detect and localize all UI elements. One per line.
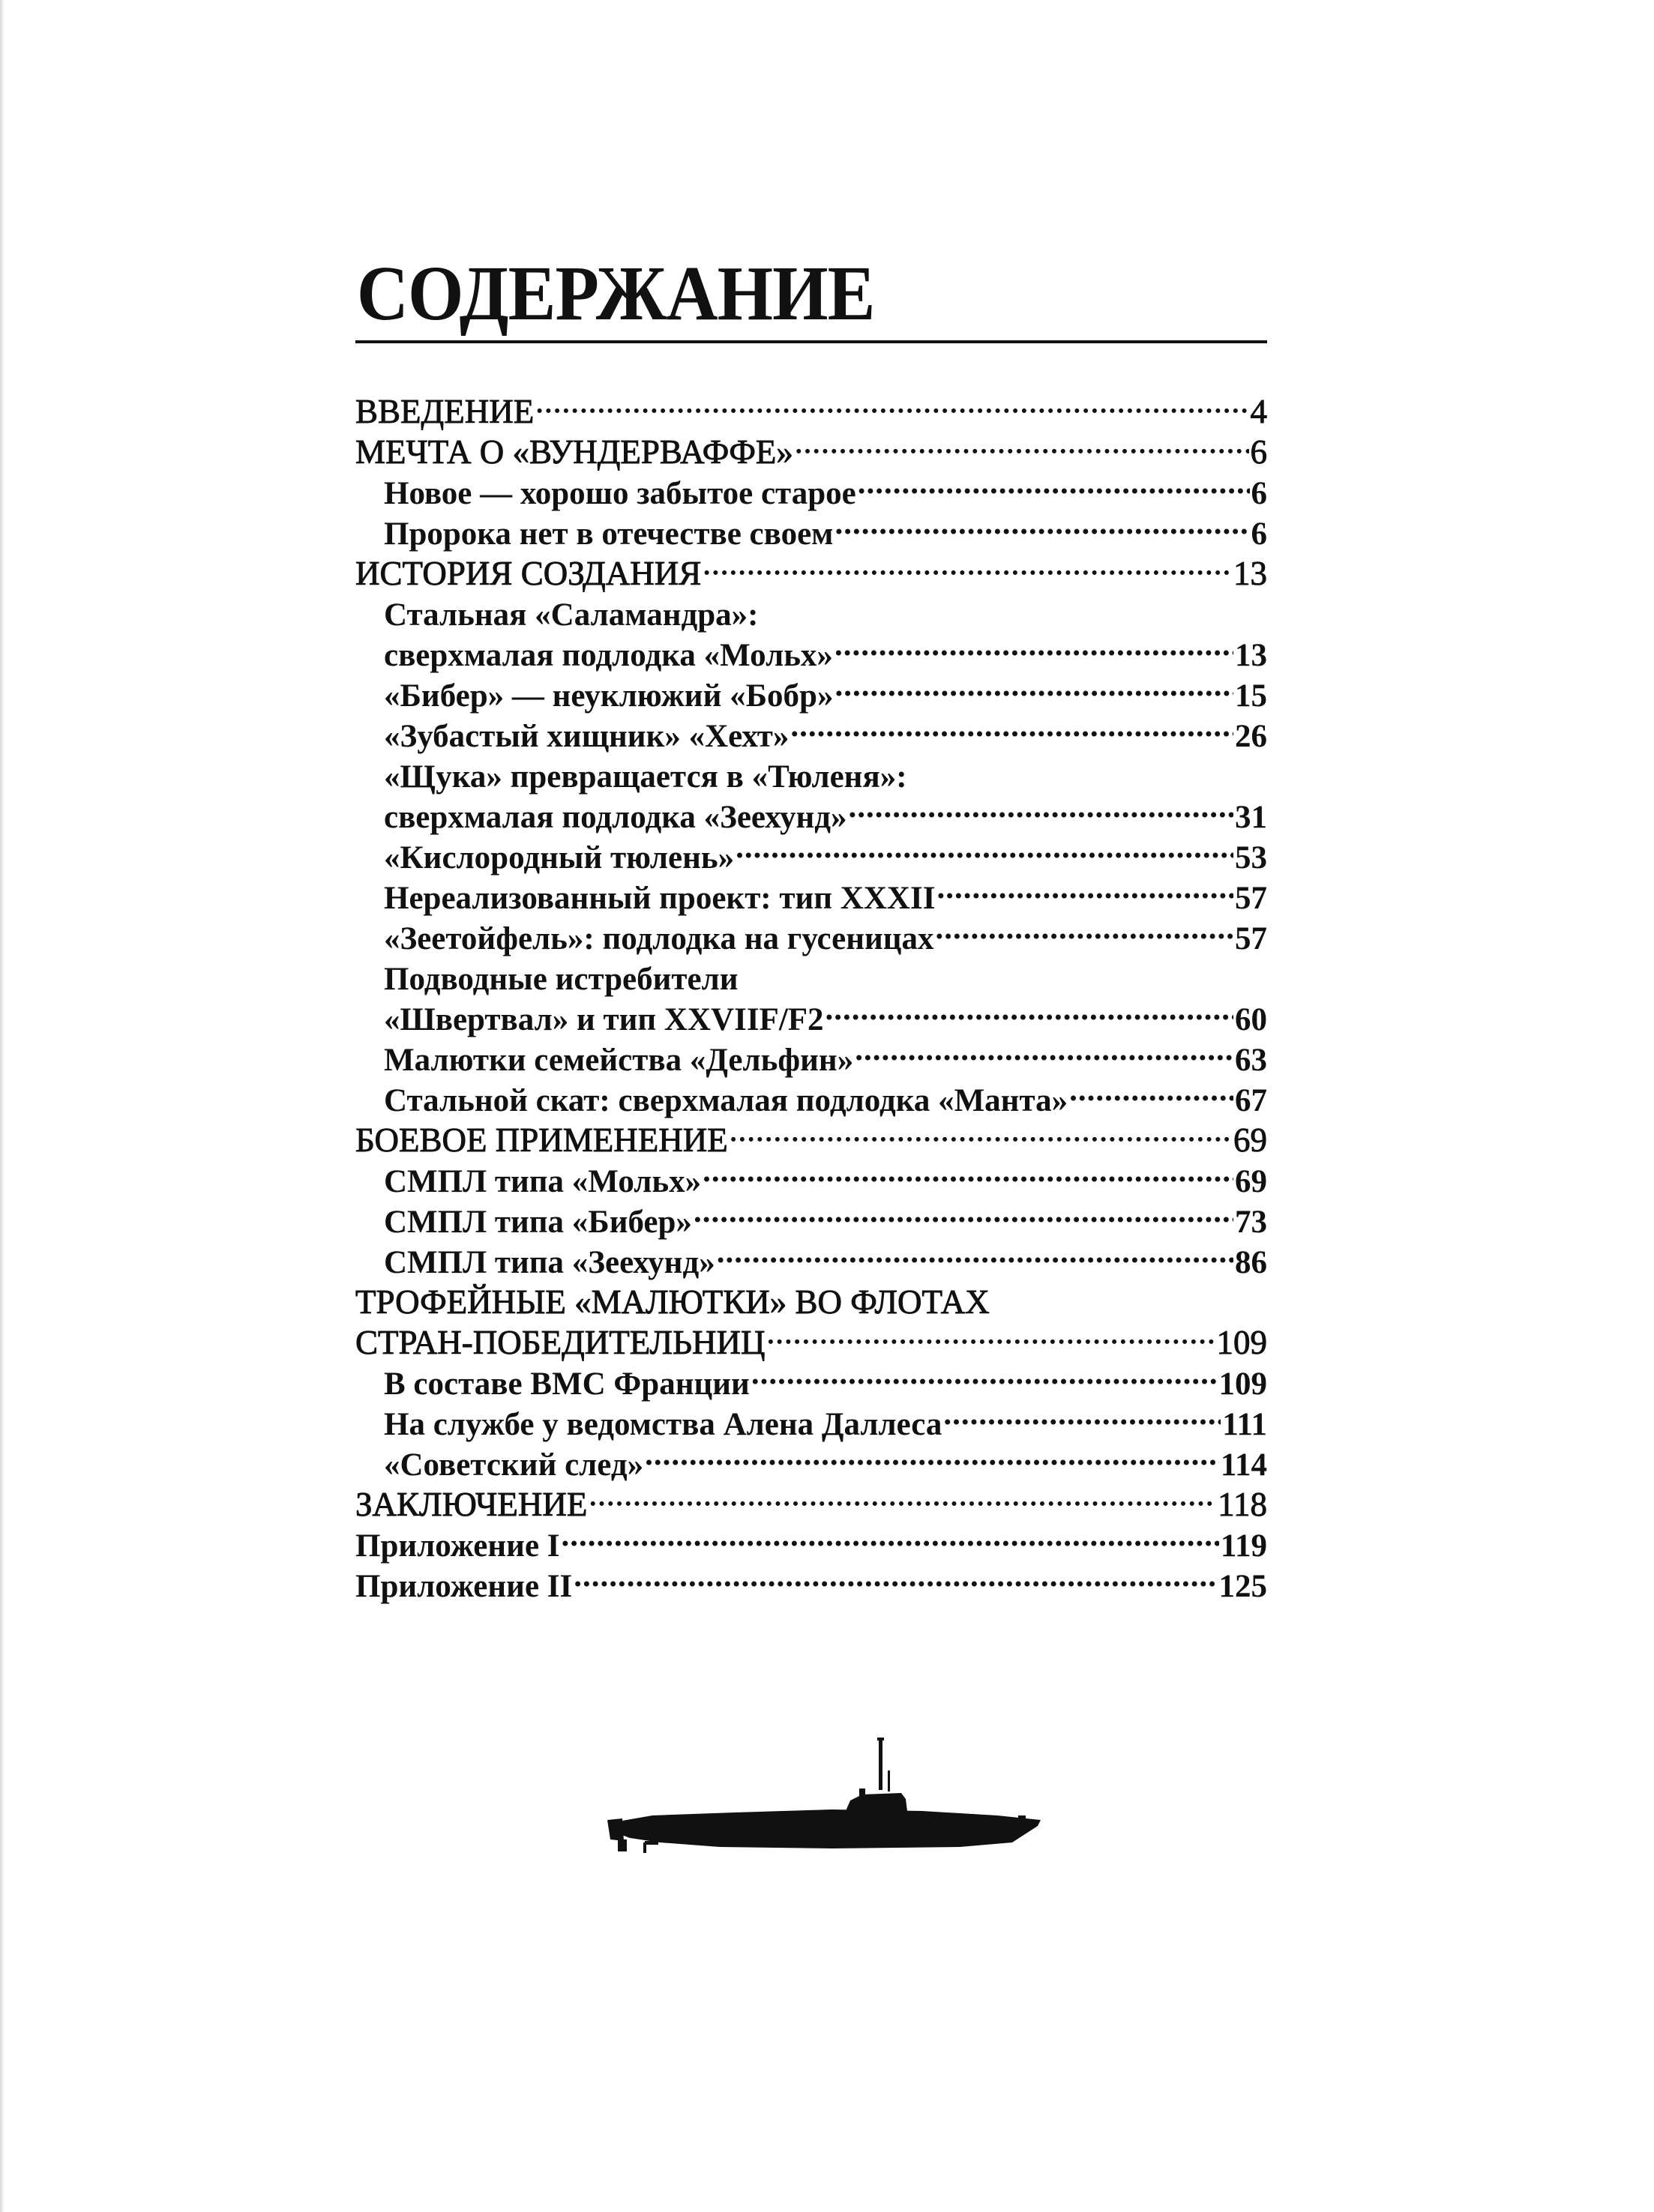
toc-leader-dots	[1069, 1070, 1233, 1111]
toc-entry-page: 13	[1233, 555, 1267, 592]
toc-entry-label: «Щука» превращается в «Тюленя»:	[384, 759, 907, 795]
toc-entry-label: Нереализованный проект: тип XXXII	[384, 881, 936, 916]
toc-entry-label: «Советский след»	[384, 1447, 644, 1483]
toc-entry-page: 6	[1251, 516, 1267, 552]
toc-entry-page: 111	[1222, 1407, 1267, 1442]
submarine-silhouette-icon	[607, 1738, 1047, 1857]
table-of-contents	[355, 250, 1267, 1604]
toc-entry-label: Малютки семейства «Дельфин»	[384, 1043, 854, 1078]
toc-leader-dots	[834, 666, 1233, 706]
toc-leader-dots	[795, 423, 1249, 463]
toc-entry-page: 31	[1235, 800, 1267, 835]
toc-leader-dots	[703, 1151, 1233, 1192]
toc-entry-label: «Швертвал» и тип XXVIIF/F2	[384, 1002, 824, 1037]
toc-entry-label: ИСТОРИЯ СОЗДАНИЯ	[355, 555, 702, 592]
toc-leader-dots	[589, 1475, 1216, 1516]
toc-leader-dots	[936, 868, 1233, 908]
toc-entry-page: 57	[1235, 921, 1267, 956]
toc-entry-page: 67	[1235, 1083, 1267, 1118]
toc-entry-label: Пророка нет в отечестве своем	[384, 516, 834, 552]
title-underline	[355, 340, 1267, 343]
toc-entry-page: 125	[1218, 1569, 1267, 1604]
toc-title: СОДЕРЖАНИЕ	[356, 250, 875, 337]
toc-entry-label: Стальная «Саламандра»:	[384, 597, 759, 633]
toc-entry-label: СМПЛ типа «Бибер»	[384, 1205, 692, 1240]
toc-entry-label: СМПЛ типа «Мольх»	[384, 1164, 702, 1199]
toc-entry-label: Подводные истребители	[384, 962, 739, 997]
toc-entry-label: Приложение I	[355, 1528, 560, 1564]
toc-entry-page: 73	[1235, 1205, 1267, 1240]
toc-leader-dots	[535, 382, 1248, 423]
toc-leader-dots	[562, 1516, 1219, 1556]
toc-entry-label: СТРАН-ПОБЕДИТЕЛЬНИЦ	[355, 1324, 766, 1361]
page-edge	[0, 0, 4, 2212]
toc-leader-dots	[936, 908, 1233, 949]
toc-entry-label: ЗАКЛЮЧЕНИЕ	[355, 1486, 588, 1523]
toc-entry-label: «Зубастый хищник» «Хехт»	[384, 719, 790, 754]
toc-leader-dots	[736, 828, 1233, 868]
toc-leader-dots	[858, 463, 1250, 504]
toc-entry-label: Приложение II	[355, 1569, 573, 1604]
toc-entry-page: 109	[1216, 1324, 1267, 1361]
toc-leader-dots	[849, 787, 1233, 828]
toc-entry-label: МЕЧТА О «ВУНДЕРВАФФЕ»	[355, 433, 793, 471]
toc-leader-dots	[790, 706, 1233, 747]
toc-entry-page: 60	[1235, 1002, 1267, 1037]
toc-entry-page: 53	[1235, 840, 1267, 876]
toc-entry-page: 119	[1220, 1528, 1267, 1564]
toc-leader-dots	[730, 1111, 1232, 1151]
toc-leader-dots	[717, 1232, 1233, 1273]
toc-entry-page: 69	[1233, 1121, 1267, 1159]
toc-leader-dots	[574, 1556, 1217, 1597]
toc-entry-page: 4	[1250, 393, 1267, 430]
toc-entry-page: 57	[1235, 881, 1267, 916]
toc-entry-page: 114	[1220, 1447, 1267, 1483]
toc-list	[355, 382, 1267, 1604]
toc-entry[interactable]	[355, 382, 1267, 430]
toc-entry-page: 63	[1235, 1043, 1267, 1078]
toc-entry-page: 109	[1218, 1366, 1267, 1402]
toc-entry-label: СМПЛ типа «Зеехунд»	[384, 1245, 715, 1280]
toc-leader-dots	[826, 989, 1233, 1030]
toc-entry-label: БОЕВОЕ ПРИМЕНЕНИЕ	[355, 1121, 728, 1159]
toc-leader-dots	[834, 504, 1249, 544]
toc-entry-page: 6	[1250, 433, 1267, 471]
toc-entry-page: 15	[1235, 678, 1267, 714]
toc-entry-label: В составе ВМС Франции	[384, 1366, 750, 1402]
toc-entry-page: 118	[1218, 1486, 1267, 1523]
toc-entry-page: 69	[1235, 1164, 1267, 1199]
toc-entry-page: 26	[1235, 719, 1267, 754]
toc-entry-label: сверхмалая подлодка «Зеехунд»	[384, 800, 847, 835]
toc-leader-dots	[694, 1192, 1233, 1232]
toc-entry-label: ВВЕДЕНИЕ	[355, 393, 535, 430]
toc-entry-page: 86	[1235, 1245, 1267, 1280]
toc-entry-label: На службе у ведомства Алена Даллеса	[384, 1407, 942, 1442]
toc-leader-dots	[834, 625, 1233, 666]
toc-leader-dots	[703, 544, 1232, 585]
toc-entry-label: «Бибер» — неуклюжий «Бобр»	[384, 678, 834, 714]
toc-leader-dots	[855, 1030, 1233, 1070]
toc-entry-label: Стальной скат: сверхмалая подлодка «Манта»	[384, 1083, 1068, 1118]
toc-entry-label: ТРОФЕЙНЫЕ «МАЛЮТКИ» ВО ФЛОТАХ	[355, 1283, 990, 1321]
toc-entry-label: сверхмалая подлодка «Мольх»	[384, 638, 833, 673]
toc-leader-dots	[645, 1435, 1219, 1475]
toc-leader-dots	[751, 1354, 1218, 1394]
toc-entry-label: «Кислородный тюлень»	[384, 840, 735, 876]
toc-entry-page: 6	[1251, 476, 1267, 511]
toc-leader-dots	[943, 1394, 1221, 1435]
toc-entry-label: Новое — хорошо забытое старое	[384, 476, 856, 511]
toc-entry-page: 13	[1235, 638, 1267, 673]
toc-entry-label: «Зеетойфель»: подлодка на гусеницах	[384, 921, 934, 956]
toc-leader-dots	[767, 1313, 1215, 1354]
